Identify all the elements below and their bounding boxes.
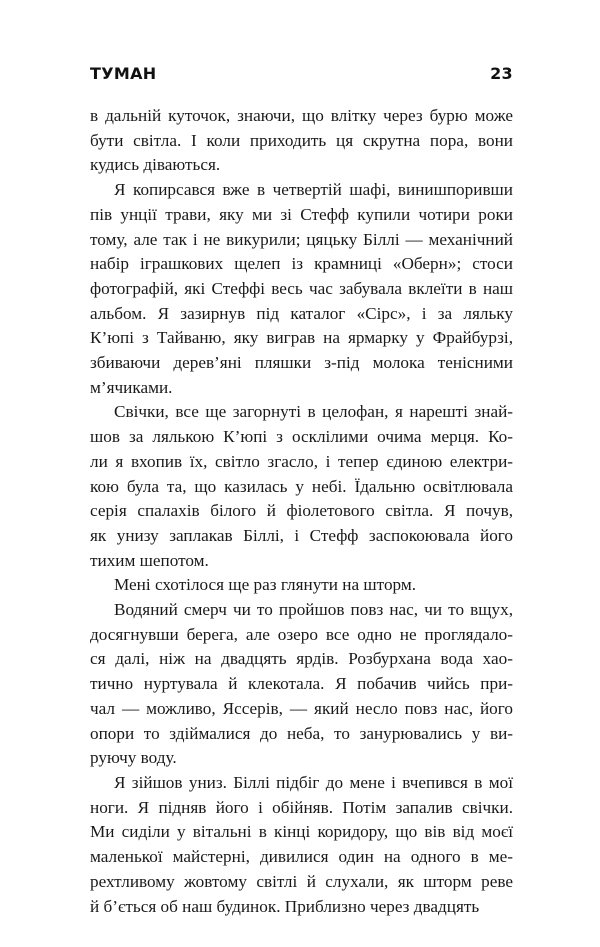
text-line: набір іграшкових щелеп із крамниці «Оберн»; стоси	[90, 254, 513, 274]
paragraph	[90, 573, 513, 598]
text-line: тихим шепотом.	[90, 550, 209, 570]
text-line: тому, але так і не викурили; цяцьку Біллі — механічний	[90, 229, 513, 249]
text-line: руючу воду.	[90, 748, 177, 768]
text-line: як унизу заплакав Біллі, і Стефф заспокоювала його	[90, 525, 513, 545]
text-line: Я копирсався вже в четвертій шафі, винишпоривши	[114, 180, 513, 200]
text-line: пів унції трави, яку ми зі Стефф купили чотири роки	[90, 204, 513, 224]
page-number: 23	[490, 64, 513, 83]
chapter-title: ТУМАН	[90, 64, 157, 83]
paragraph	[90, 771, 513, 919]
text-line: Я зійшов униз. Біллі підбіг до мене і вчепився в мої	[114, 772, 513, 792]
text-line: ли я вхопив їх, світло згасло, і тепер єдиною електри-	[90, 451, 513, 471]
paragraph	[90, 598, 513, 771]
text-line: в дальній куточок, знаючи, що влітку через бурю може	[90, 106, 513, 125]
paragraph	[90, 104, 513, 178]
text-line: альбом. Я зазирнув під каталог «Сірс», і за ляльку	[90, 303, 513, 323]
text-line: досягнувши берега, але озеро все одно не проглядало-	[90, 624, 513, 644]
text-line: кою була та, що казилась у небі. Їдальню освітлювала	[90, 476, 513, 496]
text-line: тично нуртувала й клекотала. Я побачив чийсь при-	[90, 674, 513, 694]
text-line: Свічки, все ще загорнуті в целофан, я нарешті знай-	[114, 402, 513, 422]
running-head	[90, 64, 513, 90]
text-line: бути світла. І коли приходить ця скрутна пора, вони	[90, 130, 513, 150]
text-line: ноги. Я підняв його і обійняв. Потім запалив свічки.	[90, 797, 513, 817]
paragraph	[90, 400, 513, 573]
text-line: ся далі, ніж на двадцять ярдів. Розбурхана вода хао-	[90, 649, 513, 669]
text-line: шов за лялькою К’юпі з осклілими очима мерця. Ко-	[90, 427, 513, 447]
text-line: м’ячиками.	[90, 377, 173, 397]
text-line: Водяний смерч чи то пройшов повз нас, чи то вщух,	[114, 600, 513, 620]
text-line: чал — можливо, Яссерів, — який несло повз нас, його	[90, 698, 513, 718]
text-line: маленької майстерні, дивилися один на одного в ме-	[90, 847, 513, 867]
text-line: К’юпі з Тайваню, яку виграв на ярмарку у Фрайбурзі,	[90, 328, 513, 348]
text-line: фотографій, які Стеффі весь час забувала вклеїти в наш	[90, 278, 513, 298]
paragraph	[90, 178, 513, 400]
text-line: Мені схотілося ще раз глянути на шторм.	[114, 575, 417, 595]
body-text	[90, 104, 513, 919]
text-line: рехтливому жовтому світлі й слухали, як шторм реве	[90, 871, 513, 891]
text-line: кудись діваються.	[90, 155, 221, 175]
text-line: опори то здіймалися до неба, то занурювались у ви-	[90, 723, 513, 743]
text-line: збиваючи дерев’яні пляшки з-під молока тенісними	[90, 353, 513, 373]
text-line: серія спалахів білого й фіолетового світла. Я почув,	[90, 501, 513, 521]
text-line: й б’ється об наш будинок. Приблизно через двадцять	[90, 896, 480, 916]
text-line: Ми сиділи у вітальні в кінці коридору, що вів від моєї	[90, 822, 513, 842]
